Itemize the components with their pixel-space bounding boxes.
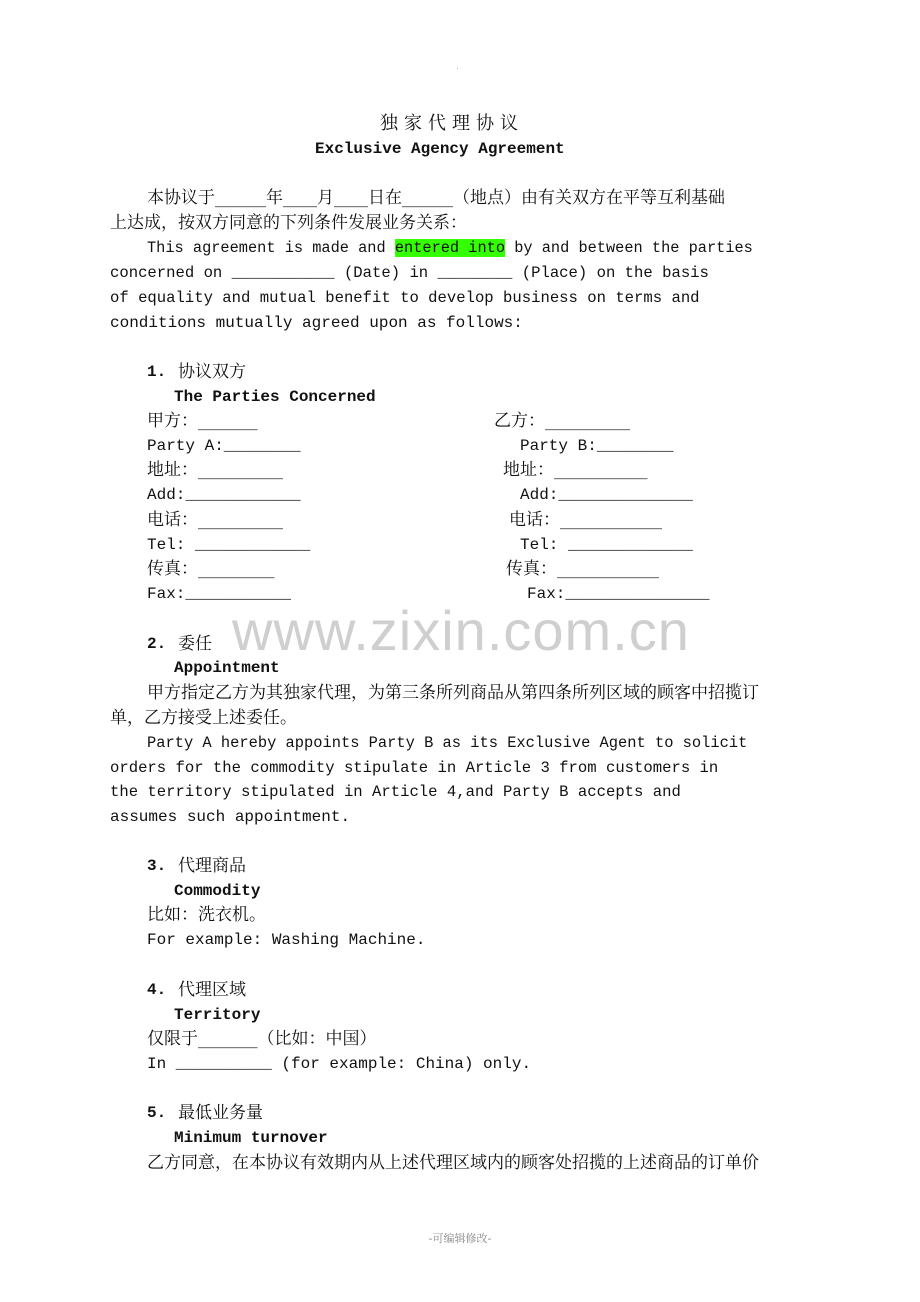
s5-heading-en: Minimum turnover [174,1129,328,1147]
s2-heading-cn: 委任 [178,634,212,654]
intro-en-line2: concerned on ___________ (Date) in ________ (Place) on the basis [110,264,709,282]
address-b-en: Add:______________ [520,486,693,504]
s1-heading-cn: 协议双方 [178,362,246,382]
fax-a-cn: 传真：_________ [147,559,275,579]
address-b-cn: 地址：___________ [503,460,648,480]
s4-heading-en: Territory [174,1006,261,1024]
s3-heading-cn: 代理商品 [178,856,246,876]
intro-en-line3: of equality and mutual benefit to develop business on terms and [110,289,700,307]
s4-en-line: In __________ (for example: China) only. [147,1055,532,1073]
intro-cn-line1: 本协议于______年____月____日在______（地点）由有关双方在平等互利基础 [147,188,725,208]
s3-cn-line: 比如：洗衣机。 [147,905,266,925]
phone-b-cn: 电话：____________ [509,510,662,530]
s2-en-line1: Party A hereby appoints Party B as its Exclusive Agent to solicit [147,734,748,752]
s3-en-line: For example: Washing Machine. [147,931,426,949]
s5-heading-cn: 最低业务量 [178,1103,263,1123]
s1-heading-en: The Parties Concerned [174,388,376,406]
s5-number: 5. [147,1104,167,1122]
intro-en-line1-post: by and between the parties [505,239,753,257]
page-footer: -可编辑修改- [428,1232,492,1245]
s5-cn-line: 乙方同意，在本协议有效期内从上述代理区域内的顾客处招揽的上述商品的订单价 [147,1153,759,1173]
title-cn: 独家代理协议 [380,113,524,134]
tel-b-en: Tel: _____________ [520,536,693,554]
s2-number: 2. [147,635,167,653]
s2-heading-en: Appointment [174,659,280,677]
phone-a-cn: 电话：__________ [147,510,283,530]
s2-en-line4: assumes such appointment. [110,808,351,826]
s2-en-line3: the territory stipulated in Article 4,and Party B accepts and [110,783,681,801]
party-a-en: Party A:________ [147,437,301,455]
watermark: www.zixin.com.cn [232,599,690,662]
tel-a-en: Tel: ____________ [147,536,311,554]
s4-cn-line: 仅限于_______（比如：中国） [147,1029,377,1049]
s3-heading-en: Commodity [174,882,261,900]
fax-a-en: Fax:___________ [147,585,292,603]
s4-number: 4. [147,981,167,999]
intro-en-line1-pre: This agreement is made and [147,239,395,257]
s2-cn-line2: 单，乙方接受上述委任。 [110,708,297,728]
party-a-cn: 甲方：_______ [147,411,258,431]
title-en: Exclusive Agency Agreement [315,140,565,158]
fax-b-en: Fax:_______________ [527,585,710,603]
fax-b-cn: 传真：____________ [506,559,659,579]
address-a-en: Add:____________ [147,486,301,504]
highlight-entered-into: entered into [394,239,506,257]
intro-en-line1 [147,236,753,260]
s4-heading-cn: 代理区域 [178,980,246,1000]
s1-number: 1. [147,363,167,381]
s3-number: 3. [147,857,167,875]
header-dot: . [456,62,459,72]
party-b-en: Party B:________ [520,437,674,455]
s2-en-line2: orders for the commodity stipulate in Article 3 from customers in [110,759,719,777]
intro-en-line4: conditions mutually agreed upon as follows: [110,314,523,332]
party-b-cn: 乙方：__________ [494,411,630,431]
address-a-cn: 地址：__________ [147,460,283,480]
intro-cn-line2: 上达成，按双方同意的下列条件发展业务关系： [110,213,467,233]
s2-cn-line1: 甲方指定乙方为其独家代理，为第三条所列商品从第四条所列区域的顾客中招揽订 [147,683,759,703]
